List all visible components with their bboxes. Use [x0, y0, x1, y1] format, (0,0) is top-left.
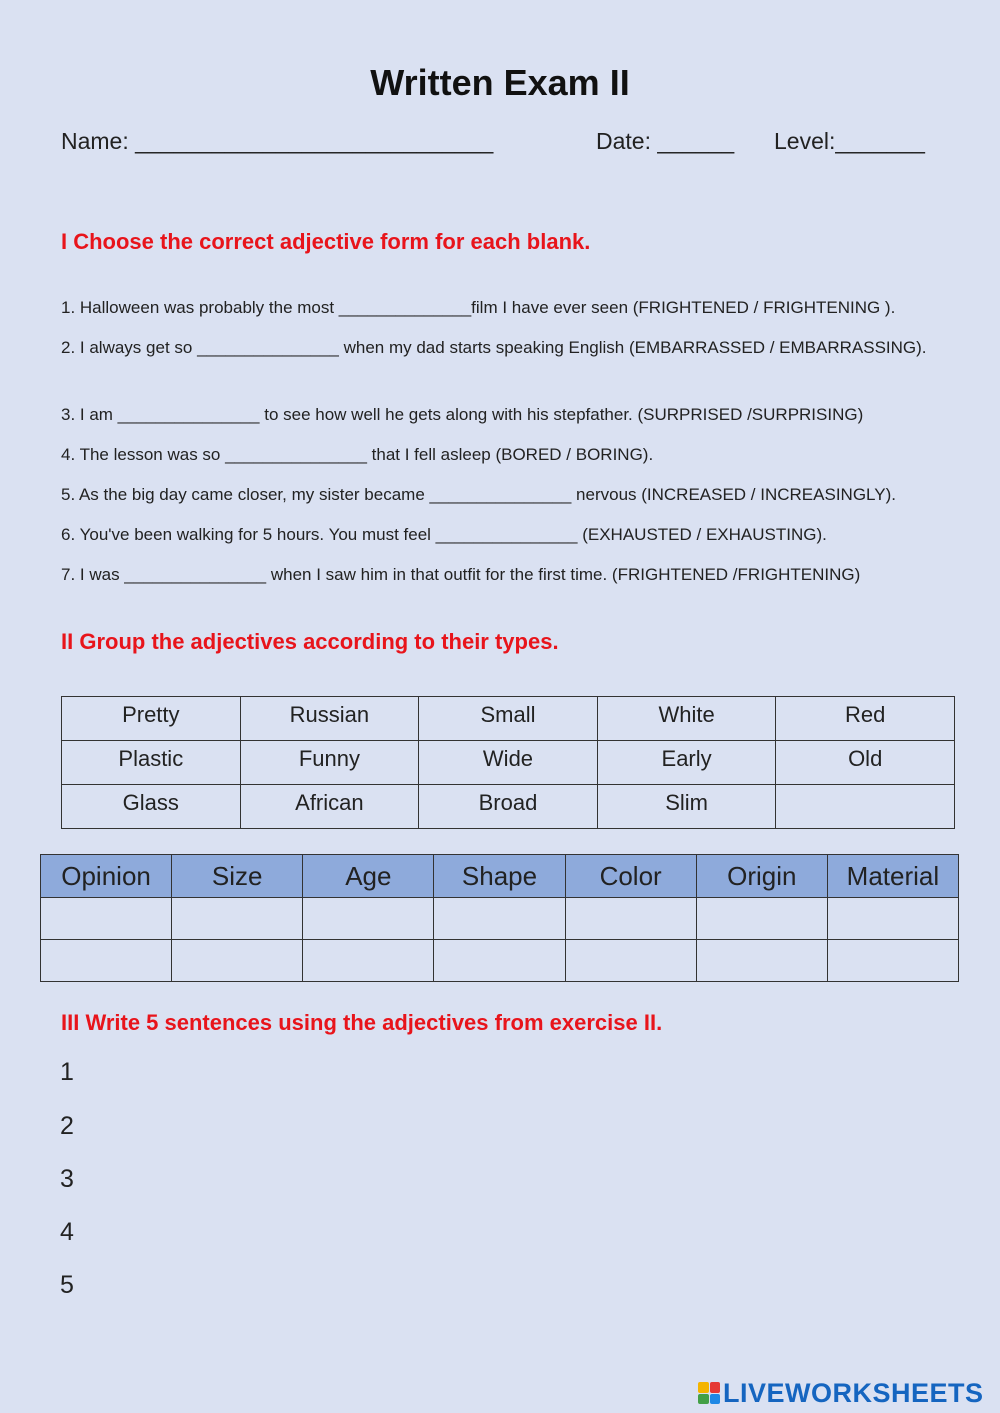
adjective-cell: Wide: [419, 741, 598, 785]
table-row: [62, 697, 955, 741]
type-header-opinion: Opinion: [41, 855, 172, 898]
answer-cell[interactable]: [565, 940, 696, 982]
question-5: 5. As the big day came closer, my sister became _______________ nervous (INCREASED / INCREASINGLY).: [61, 485, 896, 504]
answer-cell[interactable]: [41, 898, 172, 940]
question-6: 6. You've been walking for 5 hours. You must feel _______________ (EXHAUSTED / EXHAUSTING).: [61, 525, 827, 544]
adjective-cell: Pretty: [62, 697, 241, 741]
adjective-cell: Broad: [419, 785, 598, 829]
question-7: 7. I was _______________ when I saw him in that outfit for the first time. (FRIGHTENED /FRIGHTENING): [61, 565, 861, 584]
type-header-color: Color: [565, 855, 696, 898]
table-row: [62, 785, 955, 829]
adjective-cell: White: [597, 697, 776, 741]
liveworksheets-icon: [698, 1382, 720, 1404]
type-header-size: Size: [172, 855, 303, 898]
table-row: [41, 898, 959, 940]
answer-cell[interactable]: [827, 898, 958, 940]
sentence-number-2: 2: [60, 1112, 74, 1140]
table-header-row: [41, 855, 959, 898]
adjective-cell: Early: [597, 741, 776, 785]
section-2-heading: II Group the adjectives according to their types.: [61, 629, 559, 654]
sentence-number-5: 5: [60, 1271, 74, 1299]
type-header-age: Age: [303, 855, 434, 898]
question-4: 4. The lesson was so _______________ that I fell asleep (BORED / BORING).: [61, 445, 654, 464]
adjective-cell: Red: [776, 697, 955, 741]
answer-cell[interactable]: [41, 940, 172, 982]
table-row: [41, 940, 959, 982]
section-1-heading: I Choose the correct adjective form for each blank.: [61, 229, 591, 254]
sentence-number-4: 4: [60, 1218, 74, 1246]
name-field-label: Name: ____________________________: [61, 128, 494, 154]
adjective-type-table: [40, 854, 959, 982]
answer-cell[interactable]: [172, 940, 303, 982]
adjective-cell: Small: [419, 697, 598, 741]
type-header-shape: Shape: [434, 855, 565, 898]
adjective-cell: Russian: [240, 697, 419, 741]
sentence-number-1: 1: [60, 1058, 74, 1086]
answer-cell[interactable]: [827, 940, 958, 982]
section-3-heading: III Write 5 sentences using the adjectives from exercise II.: [61, 1010, 663, 1035]
adjective-cell: Plastic: [62, 741, 241, 785]
answer-cell[interactable]: [696, 940, 827, 982]
answer-cell[interactable]: [303, 940, 434, 982]
adjective-cell: Old: [776, 741, 955, 785]
answer-cell[interactable]: [303, 898, 434, 940]
page-title: Written Exam II: [370, 62, 630, 103]
sentence-number-3: 3: [60, 1165, 74, 1193]
type-header-material: Material: [827, 855, 958, 898]
adjective-cell-empty: [776, 785, 955, 829]
date-field-label: Date: ______: [596, 128, 735, 154]
adjective-cell: Slim: [597, 785, 776, 829]
answer-cell[interactable]: [565, 898, 696, 940]
answer-cell[interactable]: [696, 898, 827, 940]
question-2: 2. I always get so _______________ when my dad starts speaking English (EMBARRASSED / EMBARRASSING).: [61, 338, 927, 357]
adjective-table: [61, 696, 955, 829]
type-header-origin: Origin: [696, 855, 827, 898]
answer-cell[interactable]: [434, 898, 565, 940]
adjective-cell: Glass: [62, 785, 241, 829]
level-field-label: Level:_______: [774, 128, 925, 154]
question-3: 3. I am _______________ to see how well he gets along with his stepfather. (SURPRISED /SURPRISING): [61, 405, 864, 424]
question-1: 1. Halloween was probably the most ______________film I have ever seen (FRIGHTENED / FRIGHTENING ).: [61, 298, 896, 317]
logo-text: LIVEWORKSHEETS: [723, 1377, 984, 1408]
answer-cell[interactable]: [434, 940, 565, 982]
table-row: [62, 741, 955, 785]
liveworksheets-logo: [698, 1377, 984, 1409]
adjective-cell: African: [240, 785, 419, 829]
answer-cell[interactable]: [172, 898, 303, 940]
adjective-cell: Funny: [240, 741, 419, 785]
